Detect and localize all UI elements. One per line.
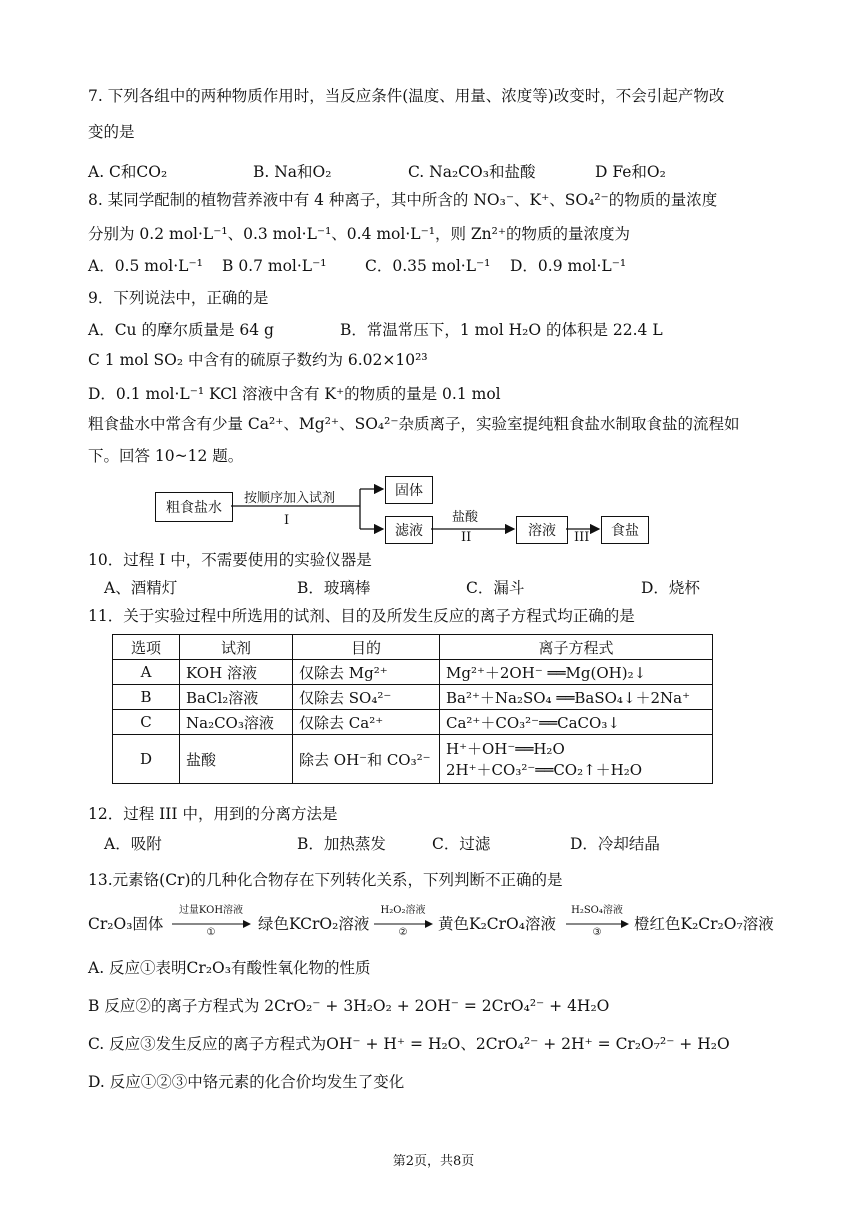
- chain-species-1: Cr₂O₃固体: [88, 915, 164, 933]
- q9-option-b: B．常温常压下，1 mol H₂O 的体积是 22.4 L: [340, 321, 663, 339]
- intro-line2: 下。回答 10~12 题。: [88, 447, 244, 465]
- q13-option-b: B 反应②的离子方程式为 2CrO₂⁻ + 3H₂O₂ + 2OH⁻ = 2CrO₄²⁻ + 4H₂O: [88, 997, 610, 1015]
- q13-option-a: A. 反应①表明Cr₂O₃有酸性氧化物的性质: [88, 959, 371, 977]
- cell-purpose: 仅除去 Mg²⁺: [293, 660, 440, 685]
- q13-option-c: C. 反应③发生反应的离子方程式为OH⁻ + H⁺ = H₂O、2CrO₄²⁻ + 2H⁺ = Cr₂O₇²⁻ + H₂O: [88, 1035, 730, 1053]
- flow-box-solid: 固体: [385, 476, 433, 504]
- cell-purpose: 仅除去 SO₄²⁻: [293, 685, 440, 710]
- q7-option-b: B. Na和O₂: [253, 163, 332, 181]
- chain-arrow3-num: ③: [592, 927, 602, 938]
- cell-reagent: 盐酸: [180, 735, 293, 784]
- cell-option: B: [113, 685, 180, 710]
- flow-box-start: 粗食盐水: [155, 492, 233, 522]
- flow-box-filtrate: 滤液: [385, 516, 433, 544]
- q8-stem-line1: 8. 某同学配制的植物营养液中有 4 种离子，其中所含的 NO₃⁻、K⁺、SO₄²⁻的物质的量浓度: [88, 191, 718, 209]
- header-reagent: 试剂: [180, 635, 293, 660]
- q7-option-a: A. C和CO₂: [88, 163, 168, 181]
- cell-reagent: Na₂CO₃溶液: [180, 710, 293, 735]
- header-purpose: 目的: [293, 635, 440, 660]
- q7-stem-line2: 变的是: [88, 123, 135, 141]
- cell-equation: Ca²⁺＋CO₃²⁻══CaCO₃↓: [440, 710, 713, 735]
- q10-option-a: A、酒精灯: [104, 579, 178, 597]
- q9-option-a: A．Cu 的摩尔质量是 64 g: [88, 321, 274, 339]
- chain-species-2: 绿色KCrO₂溶液: [258, 915, 370, 933]
- flow-step2-num: II: [461, 530, 472, 545]
- chain-arrow1-reagent: 过量KOH溶液: [178, 905, 244, 916]
- chain-species-4: 橙红色K₂Cr₂O₇溶液: [634, 915, 774, 933]
- cell-reagent: KOH 溶液: [180, 660, 293, 685]
- q8-option-c: C．0.35 mol·L⁻¹: [365, 257, 491, 275]
- cell-equation: Mg²⁺＋2OH⁻ ══Mg(OH)₂↓: [440, 660, 713, 685]
- q13-stem: 13.元素铬(Cr)的几种化合物存在下列转化关系，下列判断不正确的是: [88, 871, 563, 889]
- cell-reagent: BaCl₂溶液: [180, 685, 293, 710]
- q11-stem: 11．关于实验过程中所选用的试剂、目的及所发生反应的离子方程式均正确的是: [88, 607, 635, 625]
- q7-option-c: C. Na₂CO₃和盐酸: [408, 163, 536, 181]
- q12-option-a: A．吸附: [104, 835, 162, 853]
- q7-option-d: D Fe和O₂: [595, 163, 666, 181]
- cell-equation: Ba²⁺＋Na₂SO₄ ══BaSO₄↓＋2Na⁺: [440, 685, 713, 710]
- chain-arrow1-num: ①: [206, 927, 216, 938]
- flow-step2-label: 盐酸: [452, 510, 479, 525]
- cell-option: D: [113, 735, 180, 784]
- q12-option-c: C．过滤: [432, 835, 491, 853]
- q8-option-b: B 0.7 mol·L⁻¹: [222, 257, 327, 275]
- flow-box-solution: 溶液: [516, 516, 568, 544]
- q7-stem-line1: 7. 下列各组中的两种物质作用时，当反应条件(温度、用量、浓度等)改变时，不会引起产物改: [88, 87, 725, 105]
- q9-stem: 9．下列说法中，正确的是: [88, 289, 269, 307]
- q10-stem: 10．过程 I 中，不需要使用的实验仪器是: [88, 551, 372, 569]
- q8-stem-line2: 分别为 0.2 mol·L⁻¹、0.3 mol·L⁻¹、0.4 mol·L⁻¹，则 Zn²⁺的物质的量浓度为: [88, 225, 631, 243]
- flow-step1-label: 按顺序加入试剂: [244, 491, 336, 506]
- cell-option: C: [113, 710, 180, 735]
- flow-box-product: 食盐: [601, 516, 649, 544]
- flow-step3-num: III: [574, 530, 590, 545]
- q9-option-d: D．0.1 mol·L⁻¹ KCl 溶液中含有 K⁺的物质的量是 0.1 mol: [88, 385, 501, 403]
- chain-arrow2-num: ②: [398, 927, 408, 938]
- q10-option-c: C．漏斗: [466, 579, 525, 597]
- equation-line-1: H⁺＋OH⁻══H₂O: [446, 740, 565, 758]
- q13-option-d: D. 反应①②③中铬元素的化合价均发生了变化: [88, 1073, 405, 1091]
- q12-stem: 12．过程 III 中，用到的分离方法是: [88, 805, 338, 823]
- header-option: 选项: [113, 635, 180, 660]
- q12-option-b: B．加热蒸发: [297, 835, 386, 853]
- flow-step1-num: I: [284, 513, 290, 528]
- q10-option-d: D．烧杯: [641, 579, 700, 597]
- q10-option-b: B．玻璃棒: [297, 579, 371, 597]
- chain-arrow3-reagent: H₂SO₄溶液: [571, 905, 623, 916]
- header-equation: 离子方程式: [440, 635, 713, 660]
- q8-option-d: D．0.9 mol·L⁻¹: [510, 257, 627, 275]
- q12-option-d: D．冷却结晶: [570, 835, 660, 853]
- cell-option: A: [113, 660, 180, 685]
- page-footer: 第2页，共8页: [392, 1154, 475, 1169]
- cell-purpose: 除去 OH⁻和 CO₃²⁻: [293, 735, 440, 784]
- cell-purpose: 仅除去 Ca²⁺: [293, 710, 440, 735]
- chain-species-3: 黄色K₂CrO₄溶液: [438, 915, 556, 933]
- chain-arrow2-reagent: H₂O₂溶液: [380, 905, 426, 916]
- equation-line-2: 2H⁺＋CO₃²⁻══CO₂↑＋H₂O: [446, 761, 643, 779]
- q9-option-c: C 1 mol SO₂ 中含有的硫原子数约为 6.02×10²³: [88, 351, 428, 369]
- q8-option-a: A．0.5 mol·L⁻¹: [88, 257, 203, 275]
- intro-line1: 粗食盐水中常含有少量 Ca²⁺、Mg²⁺、SO₄²⁻杂质离子，实验室提纯粗食盐水制取食盐的流程如: [88, 415, 740, 433]
